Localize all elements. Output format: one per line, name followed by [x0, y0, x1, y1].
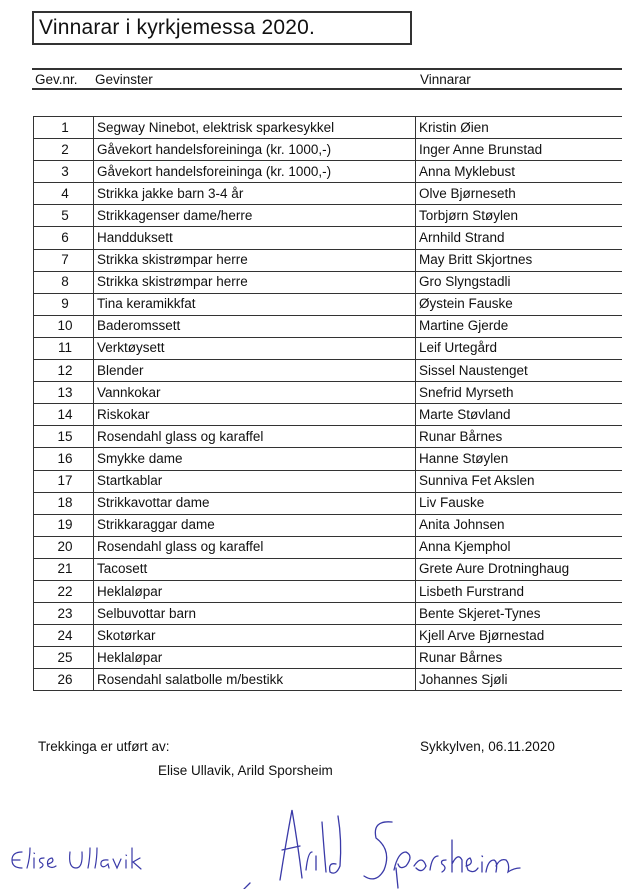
signature-arild-sporsheim — [243, 810, 520, 889]
drawing-performed-label: Trekkinga er utført av: — [38, 739, 170, 754]
prize-cell: Heklaløpar — [94, 647, 416, 669]
winner-cell: Olve Bjørneseth — [416, 183, 622, 205]
table-row — [34, 536, 622, 558]
table-row — [34, 514, 622, 536]
prize-cell: Rosendahl salatbolle m/bestikk — [94, 669, 416, 691]
prize-cell: Strikkagenser dame/herre — [94, 205, 416, 227]
winner-cell: Torbjørn Støylen — [416, 205, 622, 227]
winner-cell: Inger Anne Brunstad — [416, 139, 622, 161]
winner-cell: Lisbeth Furstrand — [416, 580, 622, 602]
winner-cell: Liv Fauske — [416, 492, 622, 514]
prize-cell: Rosendahl glass og karaffel — [94, 426, 416, 448]
place-date: Sykkylven, 06.11.2020 — [420, 739, 555, 754]
table-row — [34, 315, 622, 337]
prize-cell: Heklaløpar — [94, 580, 416, 602]
prize-number-cell: 2 — [34, 139, 94, 161]
winner-cell: Øystein Fauske — [416, 293, 622, 315]
prize-number-cell: 9 — [34, 293, 94, 315]
prize-table — [33, 116, 622, 691]
table-row — [34, 669, 622, 691]
prize-cell: Strikka jakke barn 3-4 år — [94, 183, 416, 205]
page-title: Vinnarar i kyrkjemessa 2020. — [32, 11, 412, 45]
table-header — [32, 68, 622, 90]
table-row — [34, 249, 622, 271]
winner-cell: Kjell Arve Bjørnestad — [416, 625, 622, 647]
prize-cell: Tacosett — [94, 558, 416, 580]
winner-cell: Arnhild Strand — [416, 227, 622, 249]
prize-number-cell: 11 — [34, 337, 94, 359]
table-row — [34, 183, 622, 205]
prize-cell: Baderomssett — [94, 315, 416, 337]
prize-cell: Riskokar — [94, 404, 416, 426]
prize-number-cell: 20 — [34, 536, 94, 558]
winner-cell: May Britt Skjortnes — [416, 249, 622, 271]
prize-number-cell: 26 — [34, 669, 94, 691]
header-prizes: Gevinster — [95, 72, 153, 87]
winner-cell: Grete Aure Drotninghaug — [416, 558, 622, 580]
prize-number-cell: 13 — [34, 382, 94, 404]
winner-cell: Kristin Øien — [416, 117, 622, 139]
table-row — [34, 558, 622, 580]
prize-cell: Selbuvottar barn — [94, 603, 416, 625]
prize-number-cell: 23 — [34, 603, 94, 625]
prize-cell: Handduksett — [94, 227, 416, 249]
winner-cell: Anna Kjemphol — [416, 536, 622, 558]
prize-cell: Strikkaraggar dame — [94, 514, 416, 536]
prize-cell: Strikka skistrømpar herre — [94, 271, 416, 293]
winner-cell: Sissel Naustenget — [416, 360, 622, 382]
table-row — [34, 426, 622, 448]
winner-cell: Anita Johnsen — [416, 514, 622, 536]
prize-cell: Verktøysett — [94, 337, 416, 359]
winner-cell: Hanne Støylen — [416, 448, 622, 470]
header-winners: Vinnarar — [420, 72, 471, 87]
table-row — [34, 404, 622, 426]
prize-number-cell: 5 — [34, 205, 94, 227]
table-row — [34, 117, 622, 139]
signer-names: Elise Ullavik, Arild Sporsheim — [158, 763, 333, 778]
table-row — [34, 161, 622, 183]
table-row — [34, 603, 622, 625]
winner-cell: Johannes Sjøli — [416, 669, 622, 691]
prize-number-cell: 18 — [34, 492, 94, 514]
signature-elise-ullavik — [12, 848, 141, 869]
prize-number-cell: 19 — [34, 514, 94, 536]
handwritten-signatures — [0, 780, 622, 889]
prize-number-cell: 6 — [34, 227, 94, 249]
winner-cell: Runar Bårnes — [416, 647, 622, 669]
winner-cell: Martine Gjerde — [416, 315, 622, 337]
prize-number-cell: 7 — [34, 249, 94, 271]
prize-cell: Smykke dame — [94, 448, 416, 470]
table-row — [34, 470, 622, 492]
prize-number-cell: 14 — [34, 404, 94, 426]
winner-cell: Anna Myklebust — [416, 161, 622, 183]
prize-cell: Rosendahl glass og karaffel — [94, 536, 416, 558]
prize-number-cell: 12 — [34, 360, 94, 382]
prize-cell: Gåvekort handelsforeininga (kr. 1000,-) — [94, 139, 416, 161]
winner-cell: Marte Støvland — [416, 404, 622, 426]
table-row — [34, 625, 622, 647]
prize-number-cell: 8 — [34, 271, 94, 293]
table-row — [34, 448, 622, 470]
winner-cell: Runar Bårnes — [416, 426, 622, 448]
table-row — [34, 580, 622, 602]
prize-number-cell: 25 — [34, 647, 94, 669]
prize-cell: Skotørkar — [94, 625, 416, 647]
prize-cell: Gåvekort handelsforeininga (kr. 1000,-) — [94, 161, 416, 183]
prize-cell: Tina keramikkfat — [94, 293, 416, 315]
prize-number-cell: 17 — [34, 470, 94, 492]
table-row — [34, 360, 622, 382]
winner-cell: Snefrid Myrseth — [416, 382, 622, 404]
prize-cell: Strikka skistrømpar herre — [94, 249, 416, 271]
prize-cell: Strikkavottar dame — [94, 492, 416, 514]
table-row — [34, 647, 622, 669]
winner-cell: Leif Urtegård — [416, 337, 622, 359]
prize-cell: Segway Ninebot, elektrisk sparkesykkel — [94, 117, 416, 139]
table-row — [34, 293, 622, 315]
prize-number-cell: 4 — [34, 183, 94, 205]
prize-number-cell: 1 — [34, 117, 94, 139]
table-row — [34, 227, 622, 249]
table-row — [34, 382, 622, 404]
prize-number-cell: 22 — [34, 580, 94, 602]
prize-number-cell: 24 — [34, 625, 94, 647]
prize-cell: Startkablar — [94, 470, 416, 492]
winner-cell: Sunniva Fet Akslen — [416, 470, 622, 492]
table-row — [34, 492, 622, 514]
prize-cell: Vannkokar — [94, 382, 416, 404]
prize-number-cell: 3 — [34, 161, 94, 183]
winner-cell: Bente Skjeret-Tynes — [416, 603, 622, 625]
prize-number-cell: 15 — [34, 426, 94, 448]
table-row — [34, 337, 622, 359]
table-row — [34, 271, 622, 293]
table-row — [34, 139, 622, 161]
header-prize-number: Gev.nr. — [35, 72, 78, 87]
prize-number-cell: 10 — [34, 315, 94, 337]
table-row — [34, 205, 622, 227]
prize-number-cell: 16 — [34, 448, 94, 470]
winner-cell: Gro Slyngstadli — [416, 271, 622, 293]
prize-number-cell: 21 — [34, 558, 94, 580]
prize-cell: Blender — [94, 360, 416, 382]
